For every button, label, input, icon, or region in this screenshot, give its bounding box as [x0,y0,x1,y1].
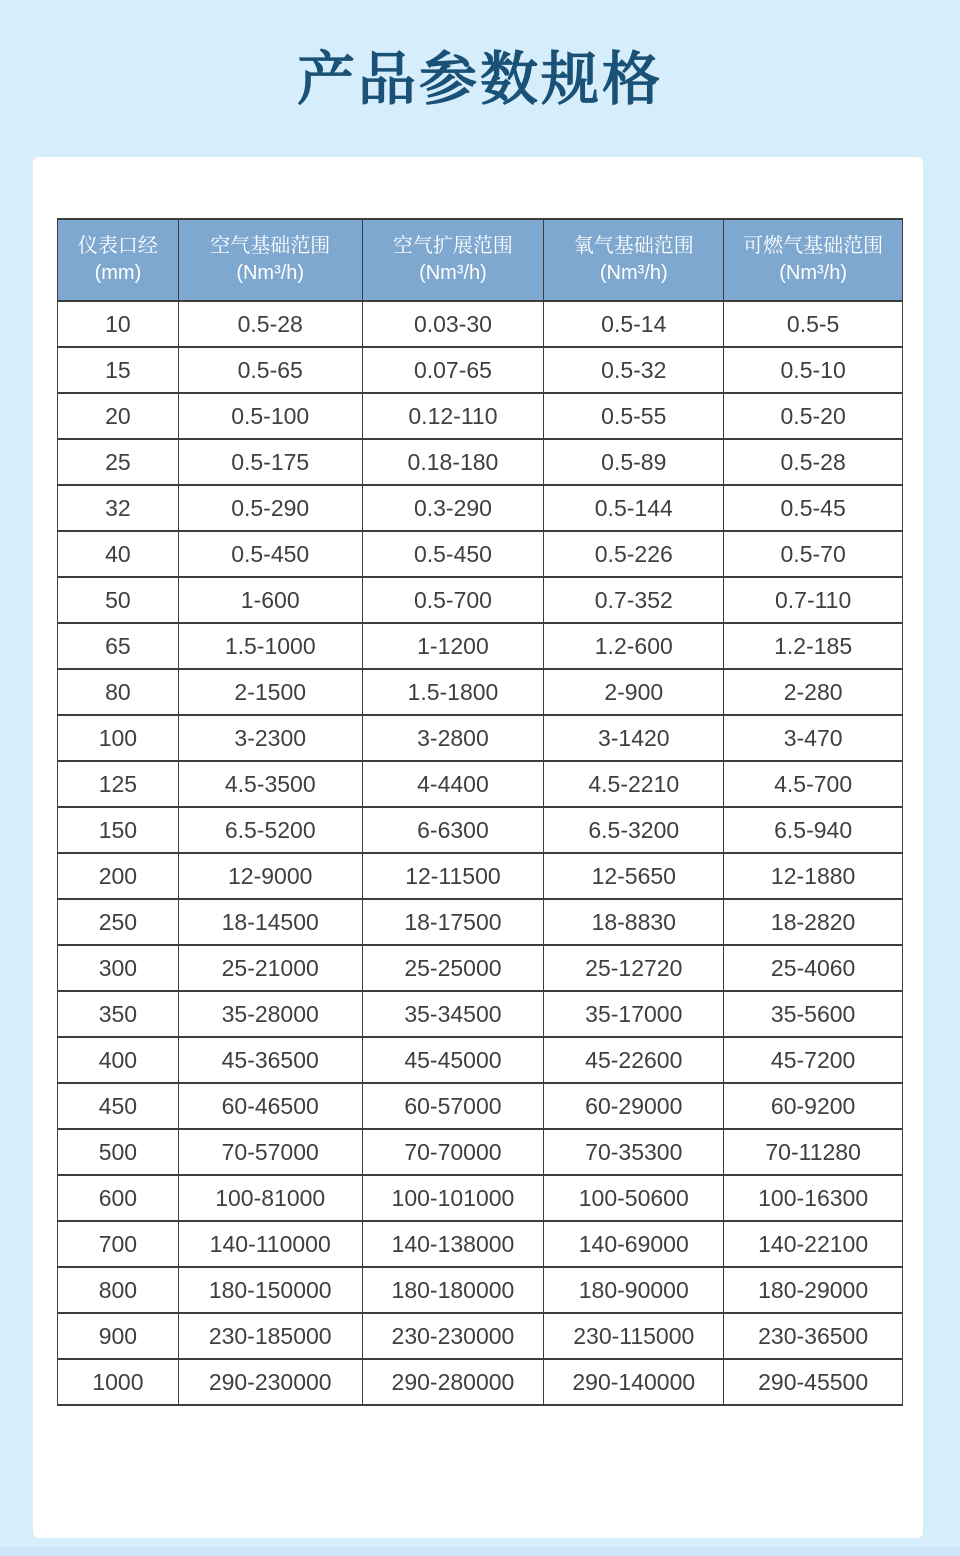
cell-air-extended-range: 0.03-30 [362,301,544,347]
column-header-label: 空气扩展范围 [392,235,513,257]
cell-diameter: 150 [58,807,179,853]
cell-combustible-gas-base-range: 0.5-70 [724,531,903,577]
cell-air-base-range: 18-14500 [178,899,362,945]
cell-air-base-range: 3-2300 [178,715,362,761]
cell-diameter: 600 [58,1175,179,1221]
cell-air-base-range: 0.5-290 [178,485,362,531]
table-header-row [58,219,903,301]
cell-combustible-gas-base-range: 4.5-700 [724,761,903,807]
cell-combustible-gas-base-range: 70-11280 [724,1129,903,1175]
cell-air-extended-range: 6-6300 [362,807,544,853]
table-row [58,1175,903,1221]
table-row [58,761,903,807]
cell-air-extended-range: 100-101000 [362,1175,544,1221]
cell-air-extended-range: 0.18-180 [362,439,544,485]
cell-air-base-range: 12-9000 [178,853,362,899]
cell-air-base-range: 0.5-28 [178,301,362,347]
column-header-label: 仪表口经 [77,235,158,257]
cell-diameter: 800 [58,1267,179,1313]
cell-combustible-gas-base-range: 0.5-28 [724,439,903,485]
column-header-combustible-gas-base-range [724,219,903,301]
cell-air-base-range: 0.5-100 [178,393,362,439]
cell-air-extended-range: 3-2800 [362,715,544,761]
cell-diameter: 20 [58,393,179,439]
table-row [58,1129,903,1175]
cell-air-extended-range: 0.5-450 [362,531,544,577]
cell-combustible-gas-base-range: 2-280 [724,669,903,715]
page-title: 产品参数规格 [296,47,663,112]
table-row [58,1267,903,1313]
cell-air-extended-range: 25-25000 [362,945,544,991]
cell-air-base-range: 25-21000 [178,945,362,991]
cell-combustible-gas-base-range: 60-9200 [724,1083,903,1129]
column-header-oxygen-base-range [544,219,724,301]
cell-combustible-gas-base-range: 18-2820 [724,899,903,945]
cell-air-extended-range: 0.5-700 [362,577,544,623]
cell-oxygen-base-range: 290-140000 [544,1359,724,1405]
cell-diameter: 15 [58,347,179,393]
table-row [58,439,903,485]
cell-air-extended-range: 1-1200 [362,623,544,669]
table-row [58,577,903,623]
cell-combustible-gas-base-range: 100-16300 [724,1175,903,1221]
cell-air-extended-range: 35-34500 [362,991,544,1037]
table-row [58,807,903,853]
cell-air-extended-range: 0.12-110 [362,393,544,439]
cell-combustible-gas-base-range: 230-36500 [724,1313,903,1359]
cell-air-base-range: 1.5-1000 [178,623,362,669]
cell-air-base-range: 180-150000 [178,1267,362,1313]
cell-diameter: 100 [58,715,179,761]
cell-combustible-gas-base-range: 0.7-110 [724,577,903,623]
spec-card [33,157,923,1538]
cell-combustible-gas-base-range: 25-4060 [724,945,903,991]
cell-oxygen-base-range: 18-8830 [544,899,724,945]
cell-air-base-range: 230-185000 [178,1313,362,1359]
cell-combustible-gas-base-range: 0.5-5 [724,301,903,347]
cell-air-extended-range: 12-11500 [362,853,544,899]
cell-diameter: 400 [58,1037,179,1083]
cell-air-extended-range: 140-138000 [362,1221,544,1267]
cell-diameter: 200 [58,853,179,899]
cell-oxygen-base-range: 60-29000 [544,1083,724,1129]
cell-oxygen-base-range: 1.2-600 [544,623,724,669]
table-row [58,393,903,439]
cell-air-base-range: 45-36500 [178,1037,362,1083]
cell-air-base-range: 1-600 [178,577,362,623]
cell-combustible-gas-base-range: 6.5-940 [724,807,903,853]
cell-air-base-range: 0.5-175 [178,439,362,485]
cell-air-extended-range: 0.3-290 [362,485,544,531]
column-header-unit: (Nm³/h) [236,262,305,284]
cell-oxygen-base-range: 2-900 [544,669,724,715]
cell-air-extended-range: 60-57000 [362,1083,544,1129]
cell-oxygen-base-range: 3-1420 [544,715,724,761]
table-row [58,945,903,991]
cell-air-base-range: 4.5-3500 [178,761,362,807]
cell-oxygen-base-range: 4.5-2210 [544,761,724,807]
cell-diameter: 350 [58,991,179,1037]
cell-air-base-range: 290-230000 [178,1359,362,1405]
table-row [58,899,903,945]
spec-table [57,218,903,1406]
cell-diameter: 80 [58,669,179,715]
cell-oxygen-base-range: 0.5-226 [544,531,724,577]
cell-diameter: 250 [58,899,179,945]
cell-diameter: 300 [58,945,179,991]
cell-diameter: 40 [58,531,179,577]
table-body [58,301,903,1405]
table-row [58,1313,903,1359]
cell-diameter: 50 [58,577,179,623]
cell-oxygen-base-range: 6.5-3200 [544,807,724,853]
table-row [58,623,903,669]
cell-diameter: 1000 [58,1359,179,1405]
cell-air-base-range: 100-81000 [178,1175,362,1221]
cell-air-extended-range: 230-230000 [362,1313,544,1359]
cell-combustible-gas-base-range: 35-5600 [724,991,903,1037]
cell-combustible-gas-base-range: 1.2-185 [724,623,903,669]
cell-air-base-range: 70-57000 [178,1129,362,1175]
table-row [58,485,903,531]
cell-air-extended-range: 4-4400 [362,761,544,807]
cell-air-extended-range: 18-17500 [362,899,544,945]
cell-oxygen-base-range: 230-115000 [544,1313,724,1359]
table-row [58,669,903,715]
cell-air-extended-range: 0.07-65 [362,347,544,393]
cell-diameter: 450 [58,1083,179,1129]
cell-diameter: 25 [58,439,179,485]
column-header-unit: (Nm³/h) [599,262,668,284]
cell-oxygen-base-range: 180-90000 [544,1267,724,1313]
cell-diameter: 500 [58,1129,179,1175]
table-row [58,1221,903,1267]
cell-combustible-gas-base-range: 45-7200 [724,1037,903,1083]
table-row [58,1083,903,1129]
table-row [58,531,903,577]
column-header-label: 空气基础范围 [210,235,331,257]
table-row [58,347,903,393]
cell-oxygen-base-range: 140-69000 [544,1221,724,1267]
table-row [58,301,903,347]
column-header-unit: (Nm³/h) [779,262,848,284]
cell-air-base-range: 0.5-65 [178,347,362,393]
cell-oxygen-base-range: 0.5-14 [544,301,724,347]
column-header-label: 氧气基础范围 [573,235,694,257]
cell-oxygen-base-range: 100-50600 [544,1175,724,1221]
cell-oxygen-base-range: 0.5-144 [544,485,724,531]
column-header-label: 可燃气基础范围 [743,235,884,257]
column-header-air-base-range [178,219,362,301]
cell-diameter: 900 [58,1313,179,1359]
table-row [58,715,903,761]
cell-oxygen-base-range: 45-22600 [544,1037,724,1083]
cell-diameter: 10 [58,301,179,347]
cell-oxygen-base-range: 12-5650 [544,853,724,899]
cell-oxygen-base-range: 0.5-89 [544,439,724,485]
cell-air-extended-range: 70-70000 [362,1129,544,1175]
cell-diameter: 32 [58,485,179,531]
cell-air-extended-range: 45-45000 [362,1037,544,1083]
table-row [58,1359,903,1405]
column-header-unit: (mm) [94,262,142,284]
cell-diameter: 65 [58,623,179,669]
cell-air-base-range: 6.5-5200 [178,807,362,853]
cell-diameter: 125 [58,761,179,807]
cell-combustible-gas-base-range: 0.5-45 [724,485,903,531]
cell-combustible-gas-base-range: 12-1880 [724,853,903,899]
cell-air-extended-range: 180-180000 [362,1267,544,1313]
table-row [58,853,903,899]
cell-combustible-gas-base-range: 180-29000 [724,1267,903,1313]
column-header-diameter [58,219,179,301]
cell-oxygen-base-range: 25-12720 [544,945,724,991]
cell-oxygen-base-range: 35-17000 [544,991,724,1037]
column-header-air-extended-range [362,219,544,301]
cell-combustible-gas-base-range: 140-22100 [724,1221,903,1267]
table-row [58,991,903,1037]
column-header-unit: (Nm³/h) [419,262,487,284]
cell-combustible-gas-base-range: 3-470 [724,715,903,761]
cell-oxygen-base-range: 0.5-32 [544,347,724,393]
cell-combustible-gas-base-range: 0.5-10 [724,347,903,393]
cell-air-base-range: 60-46500 [178,1083,362,1129]
cell-air-base-range: 140-110000 [178,1221,362,1267]
cell-diameter: 700 [58,1221,179,1267]
table-row [58,1037,903,1083]
cell-combustible-gas-base-range: 290-45500 [724,1359,903,1405]
cell-air-base-range: 0.5-450 [178,531,362,577]
cell-oxygen-base-range: 0.5-55 [544,393,724,439]
cell-oxygen-base-range: 0.7-352 [544,577,724,623]
cell-air-extended-range: 290-280000 [362,1359,544,1405]
cell-air-base-range: 2-1500 [178,669,362,715]
cell-combustible-gas-base-range: 0.5-20 [724,393,903,439]
cell-oxygen-base-range: 70-35300 [544,1129,724,1175]
cell-air-base-range: 35-28000 [178,991,362,1037]
cell-air-extended-range: 1.5-1800 [362,669,544,715]
bottom-section-divider [0,1547,960,1556]
